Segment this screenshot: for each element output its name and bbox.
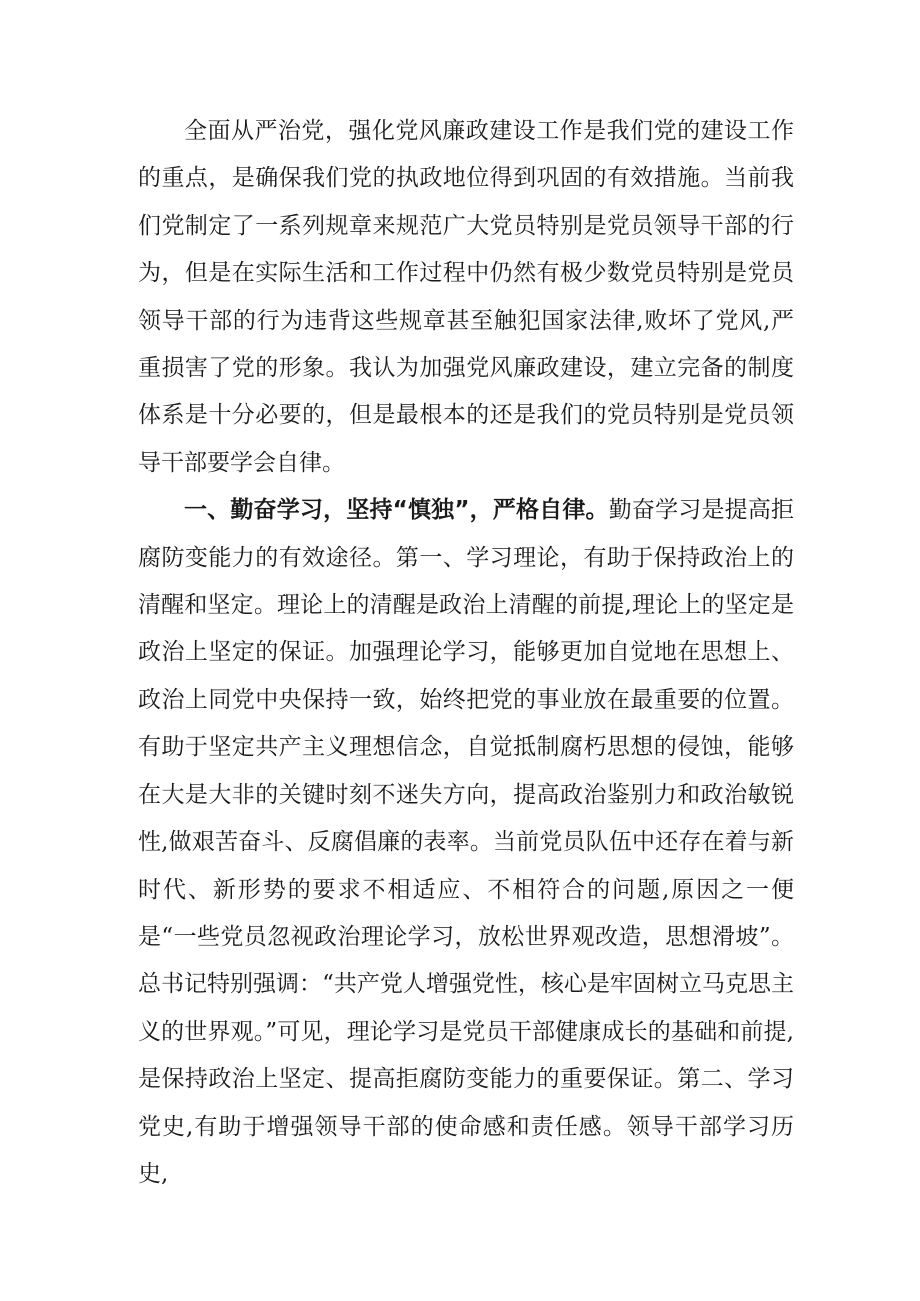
paragraph-section-one — [138, 487, 794, 1198]
section-one-heading: 一、勤奋学习，坚持“慎独”，严格自律。 — [184, 497, 609, 524]
paragraph-intro-text: 全面从严治党，强化党风廉政建设工作是我们党的建设工作的重点，是确保我们党的执政地位得到巩固的有效措施。当前我们党制定了一系列规章来规范广大党员特别是党员领导干部的行为，但是在实际生活和工作过程中仍然有极少数党员特别是党员领导干部的行为违背这些规章甚至触犯国家法律,败坏了党风,严重损害了党的形象。我认为加强党风廉政建设，建立完备的制度体系是十分必要的，但是最根本的还是我们的党员特别是党员领导干部要学会自律。 — [138, 118, 794, 476]
document-body — [138, 108, 794, 1198]
section-one-text: 勤奋学习是提高拒腐防变能力的有效途径。第一、学习理论，有助于保持政治上的清醒和坚定。理论上的清醒是政治上清醒的前提,理论上的坚定是政治上坚定的保证。加强理论学习，能够更加自觉地在思想上、政治上同党中央保持一致，始终把党的事业放在最重要的位置。有助于坚定共产主义理想信念，自觉抵制腐朽思想的侵蚀，能够在大是大非的关键时刻不迷失方向，提高政治鉴别力和政治敏锐性,做艰苦奋斗、反腐倡廉的表率。当前党员队伍中还存在着与新时代、新形势的要求不相适应、不相符合的问题,原因之一便是“一些党员忽视政治理论学习，放松世界观改造，思想滑坡”。总书记特别强调：“共产党人增强党性，核心是牢固树立马克思主义的世界观。”可见，理论学习是党员干部健康成长的基础和前提,是保持政治上坚定、提高拒腐防变能力的重要保证。第二、学习党史,有助于增强领导干部的使命感和责任感。领导干部学习历史, — [138, 497, 795, 1187]
paragraph-intro — [138, 108, 794, 487]
